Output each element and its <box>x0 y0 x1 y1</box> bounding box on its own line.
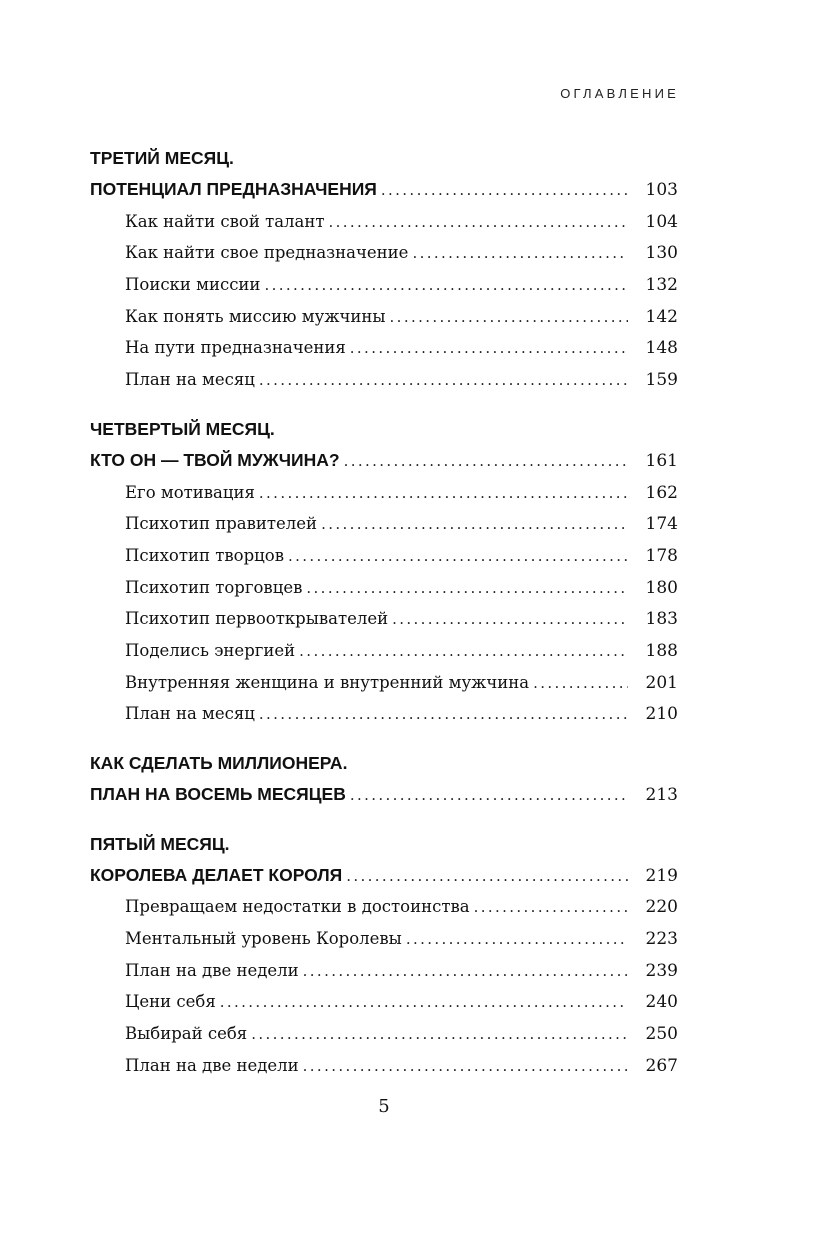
toc-item[interactable] <box>90 667 678 699</box>
toc-item[interactable] <box>90 540 678 572</box>
item-label: План на месяц <box>125 370 255 390</box>
leader-dots <box>220 987 628 1019</box>
page-number: 201 <box>645 672 678 693</box>
leader-dots <box>350 780 628 812</box>
page-number: 161 <box>645 450 678 471</box>
page-number: 103 <box>645 180 678 200</box>
leader-dots <box>259 478 628 510</box>
toc-item[interactable] <box>90 572 678 604</box>
item-label: План на две недели <box>125 1055 299 1075</box>
toc-item[interactable] <box>90 603 678 635</box>
item-label: Выбирай себя <box>125 1024 248 1044</box>
item-label: Психотип творцов <box>125 545 284 565</box>
leader-dots <box>412 238 628 270</box>
toc-item[interactable] <box>90 1018 678 1050</box>
leader-dots <box>346 861 628 893</box>
item-label: План на две недели <box>125 960 299 980</box>
toc-section-month-4 <box>90 413 678 730</box>
section-title-line2: КОРОЛЕВА ДЕЛАЕТ КОРОЛЯ <box>90 864 343 885</box>
page-number: 162 <box>645 482 678 503</box>
page-number: 183 <box>645 609 678 630</box>
item-label: Как понять миссию мужчины <box>125 306 386 326</box>
toc-item[interactable] <box>90 923 678 955</box>
page-number: 267 <box>645 1055 678 1076</box>
toc-item[interactable] <box>90 508 678 540</box>
leader-dots <box>474 892 628 924</box>
toc-item[interactable] <box>90 301 678 333</box>
toc-item[interactable] <box>90 364 678 396</box>
page-number: 132 <box>645 275 678 296</box>
toc-section-month-3 <box>90 142 678 396</box>
item-label: На пути предназначения <box>125 338 346 358</box>
section-entry[interactable] <box>90 779 678 811</box>
section-entry[interactable] <box>90 174 678 206</box>
page-number: 210 <box>645 704 678 725</box>
page-number: 148 <box>645 338 678 359</box>
page-number: 250 <box>645 1024 678 1045</box>
toc-item[interactable] <box>90 1050 678 1082</box>
leader-dots <box>350 333 628 365</box>
page-number: 219 <box>645 865 678 886</box>
page-number: 174 <box>645 514 678 535</box>
toc-item[interactable] <box>90 698 678 730</box>
page-number: 142 <box>645 306 678 327</box>
leader-dots <box>306 573 628 605</box>
page-number: 213 <box>645 785 678 805</box>
leader-dots <box>303 956 628 988</box>
page-number: 178 <box>645 545 678 566</box>
leader-dots <box>259 699 628 731</box>
item-label: Психотип торговцев <box>125 577 303 597</box>
item-label: Превращаем недостатки в достоинства <box>125 897 470 917</box>
section-title-line2: ПЛАН НА ВОСЕМЬ МЕСЯЦЕВ <box>90 784 346 804</box>
running-header: ОГЛАВЛЕНИЕ <box>560 86 679 101</box>
page-number: 130 <box>645 243 678 264</box>
leader-dots <box>288 541 628 573</box>
page-number: 104 <box>645 211 678 232</box>
item-label: Ментальный уровень Королевы <box>125 929 402 949</box>
section-title-line1: КАК СДЕЛАТЬ МИЛЛИОНЕРА. <box>90 753 348 773</box>
page-folio: 5 <box>378 1096 390 1117</box>
leader-dots <box>406 924 628 956</box>
page-number: 239 <box>645 960 678 981</box>
item-label: Психотип первооткрывателей <box>125 609 389 629</box>
section-title-line2: ПОТЕНЦИАЛ ПРЕДНАЗНАЧЕНИЯ <box>90 179 377 199</box>
toc-section-month-5 <box>90 828 678 1082</box>
toc-item[interactable] <box>90 332 678 364</box>
leader-dots <box>264 270 628 302</box>
toc-item[interactable] <box>90 635 678 667</box>
item-label: Поделись энергией <box>125 640 296 660</box>
toc-item[interactable] <box>90 986 678 1018</box>
toc-item[interactable] <box>90 955 678 987</box>
item-label: Поиски миссии <box>125 275 261 295</box>
toc-item[interactable] <box>90 206 678 238</box>
section-title-line1: ТРЕТИЙ МЕСЯЦ. <box>90 148 234 168</box>
leader-dots <box>344 446 628 478</box>
leader-dots <box>321 509 628 541</box>
page-number: 159 <box>645 370 678 391</box>
page-number: 240 <box>645 992 678 1013</box>
item-label: Как найти свой талант <box>125 211 325 231</box>
leader-dots <box>533 668 628 700</box>
leader-dots <box>299 636 628 668</box>
item-label: Как найти свое предназначение <box>125 243 409 263</box>
toc-item[interactable] <box>90 477 678 509</box>
leader-dots <box>392 604 628 636</box>
section-entry[interactable] <box>90 860 678 892</box>
item-label: План на месяц <box>125 704 255 724</box>
section-entry[interactable] <box>90 445 678 477</box>
item-label: Внутренняя женщина и внутренний мужчина <box>125 672 530 692</box>
table-of-contents <box>90 142 678 1099</box>
leader-dots <box>381 175 628 207</box>
leader-dots <box>390 302 628 334</box>
toc-section-millionaire <box>90 747 678 811</box>
item-label: Психотип правителей <box>125 514 318 534</box>
page-number: 223 <box>645 929 678 950</box>
leader-dots <box>328 207 628 239</box>
section-title-line1: ПЯТЫЙ МЕСЯЦ. <box>90 833 230 854</box>
leader-dots <box>251 1019 628 1051</box>
leader-dots <box>303 1051 628 1083</box>
section-title-line2: КТО ОН — ТВОЙ МУЖЧИНА? <box>90 449 340 470</box>
item-label: Цени себя <box>125 992 216 1012</box>
page-number: 180 <box>645 577 678 598</box>
page-number: 188 <box>645 640 678 661</box>
page-number: 220 <box>645 897 678 918</box>
leader-dots <box>259 365 628 397</box>
section-title-line1: ЧЕТВЕРТЫЙ МЕСЯЦ. <box>90 418 275 439</box>
toc-item[interactable] <box>90 891 678 923</box>
item-label: Его мотивация <box>125 482 255 502</box>
toc-item[interactable] <box>90 269 678 301</box>
toc-item[interactable] <box>90 237 678 269</box>
